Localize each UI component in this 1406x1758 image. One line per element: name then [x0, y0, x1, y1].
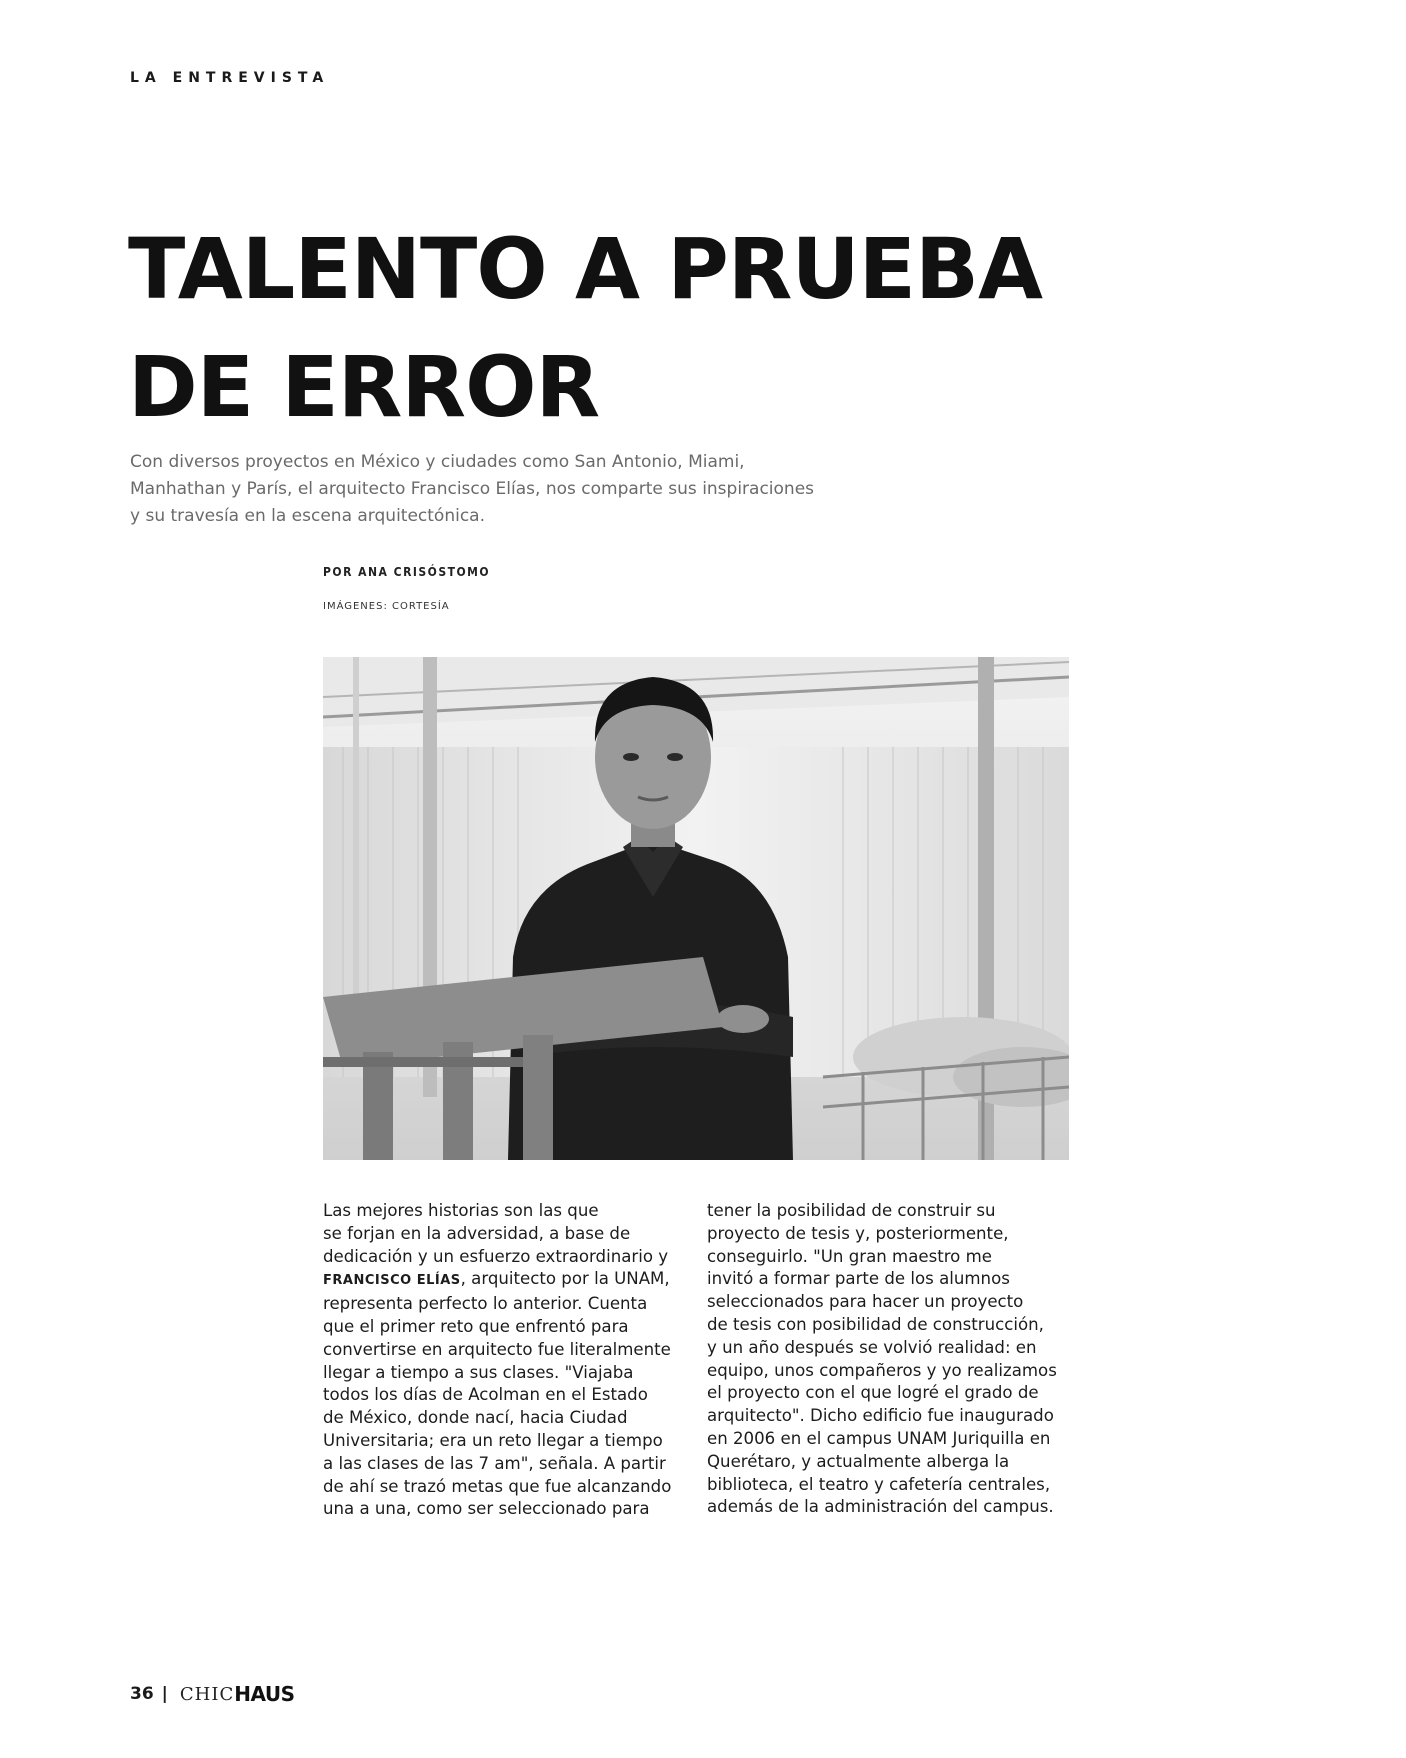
body-line: invitó a formar parte de los alumnos [707, 1269, 1010, 1289]
body-line: representa perfecto lo anterior. Cuenta [323, 1294, 648, 1314]
lede-line: y su travesía en la escena arquitectónica. [130, 506, 485, 526]
body-line: arquitecto". Dicho edificio fue inaugurado [707, 1406, 1054, 1426]
title-line-2: DE ERROR [128, 338, 600, 436]
body-line: dedicación y un esfuerzo extraordinario y [323, 1246, 669, 1266]
brand-logo-haus: HAUS [234, 1682, 295, 1706]
body-line: convertirse en arquitecto fue literalmente [323, 1339, 671, 1359]
body-line: el proyecto con el que logré el grado de [707, 1383, 1039, 1403]
body-line: de ahí se trazó metas que fue alcanzando [323, 1476, 672, 1496]
body-line: de México, donde nací, hacia Ciudad [323, 1408, 628, 1428]
footer-separator: | [161, 1684, 168, 1704]
title-line-1: TALENTO A PRUEBA [128, 220, 1043, 318]
body-line: Las mejores historias son las que [323, 1201, 599, 1220]
body-line: a las clases de las 7 am", señala. A partir [323, 1453, 666, 1473]
body-line: y un año después se volvió realidad: en [707, 1337, 1037, 1357]
body-text: , arquitecto por la UNAM, [460, 1269, 670, 1289]
body-line: además de la administración del campus. [707, 1497, 1054, 1517]
page-number: 36 [130, 1684, 154, 1704]
body-line: equipo, unos compañeros y yo realizamos [707, 1360, 1057, 1380]
subject-name: FRANCISCO ELÍAS [323, 1273, 461, 1289]
author-byline: POR ANA CRISÓSTOMO [323, 565, 491, 579]
portrait-photo [323, 657, 1069, 1160]
body-line: de tesis con posibilidad de construcción, [707, 1314, 1044, 1334]
lede-line: Manhathan y París, el arquitecto Francisco Elías, nos comparte sus inspiraciones [130, 479, 815, 499]
body-line: en 2006 en el campus UNAM Juriquilla en [707, 1428, 1051, 1448]
article-title [128, 210, 1042, 446]
body-line: que el primer reto que enfrentó para [323, 1316, 629, 1336]
body-column-left [323, 1200, 693, 1521]
body-line: Querétaro, y actualmente alberga la [707, 1451, 1010, 1471]
section-label: LA ENTREVISTA [130, 70, 330, 86]
lede-line: Con diversos proyectos en México y ciudades como San Antonio, Miami, [130, 452, 745, 472]
body-line: una a una, como ser seleccionado para [323, 1499, 650, 1519]
body-line: biblioteca, el teatro y cafetería centrales, [707, 1474, 1051, 1494]
body-line: proyecto de tesis y, posteriormente, [707, 1223, 1009, 1243]
page-footer [130, 1682, 295, 1706]
body-line: todos los días de Acolman en el Estado [323, 1385, 648, 1405]
body-line: llegar a tiempo a sus clases. "Viajaba [323, 1362, 634, 1382]
body-line: seleccionados para hacer un proyecto [707, 1292, 1024, 1312]
body-line: conseguirlo. "Un gran maestro me [707, 1246, 992, 1266]
brand-logo-chic: CHIC [179, 1683, 235, 1705]
body-line: Universitaria; era un reto llegar a tiempo [323, 1430, 663, 1450]
body-line: se forjan en la adversidad, a base de [323, 1223, 631, 1243]
body-column-right [707, 1200, 1077, 1519]
article-lede [130, 449, 830, 530]
body-line: tener la posibilidad de construir su [707, 1201, 996, 1220]
image-credits: IMÁGENES: CORTESÍA [323, 601, 450, 612]
body-line [323, 1268, 693, 1293]
